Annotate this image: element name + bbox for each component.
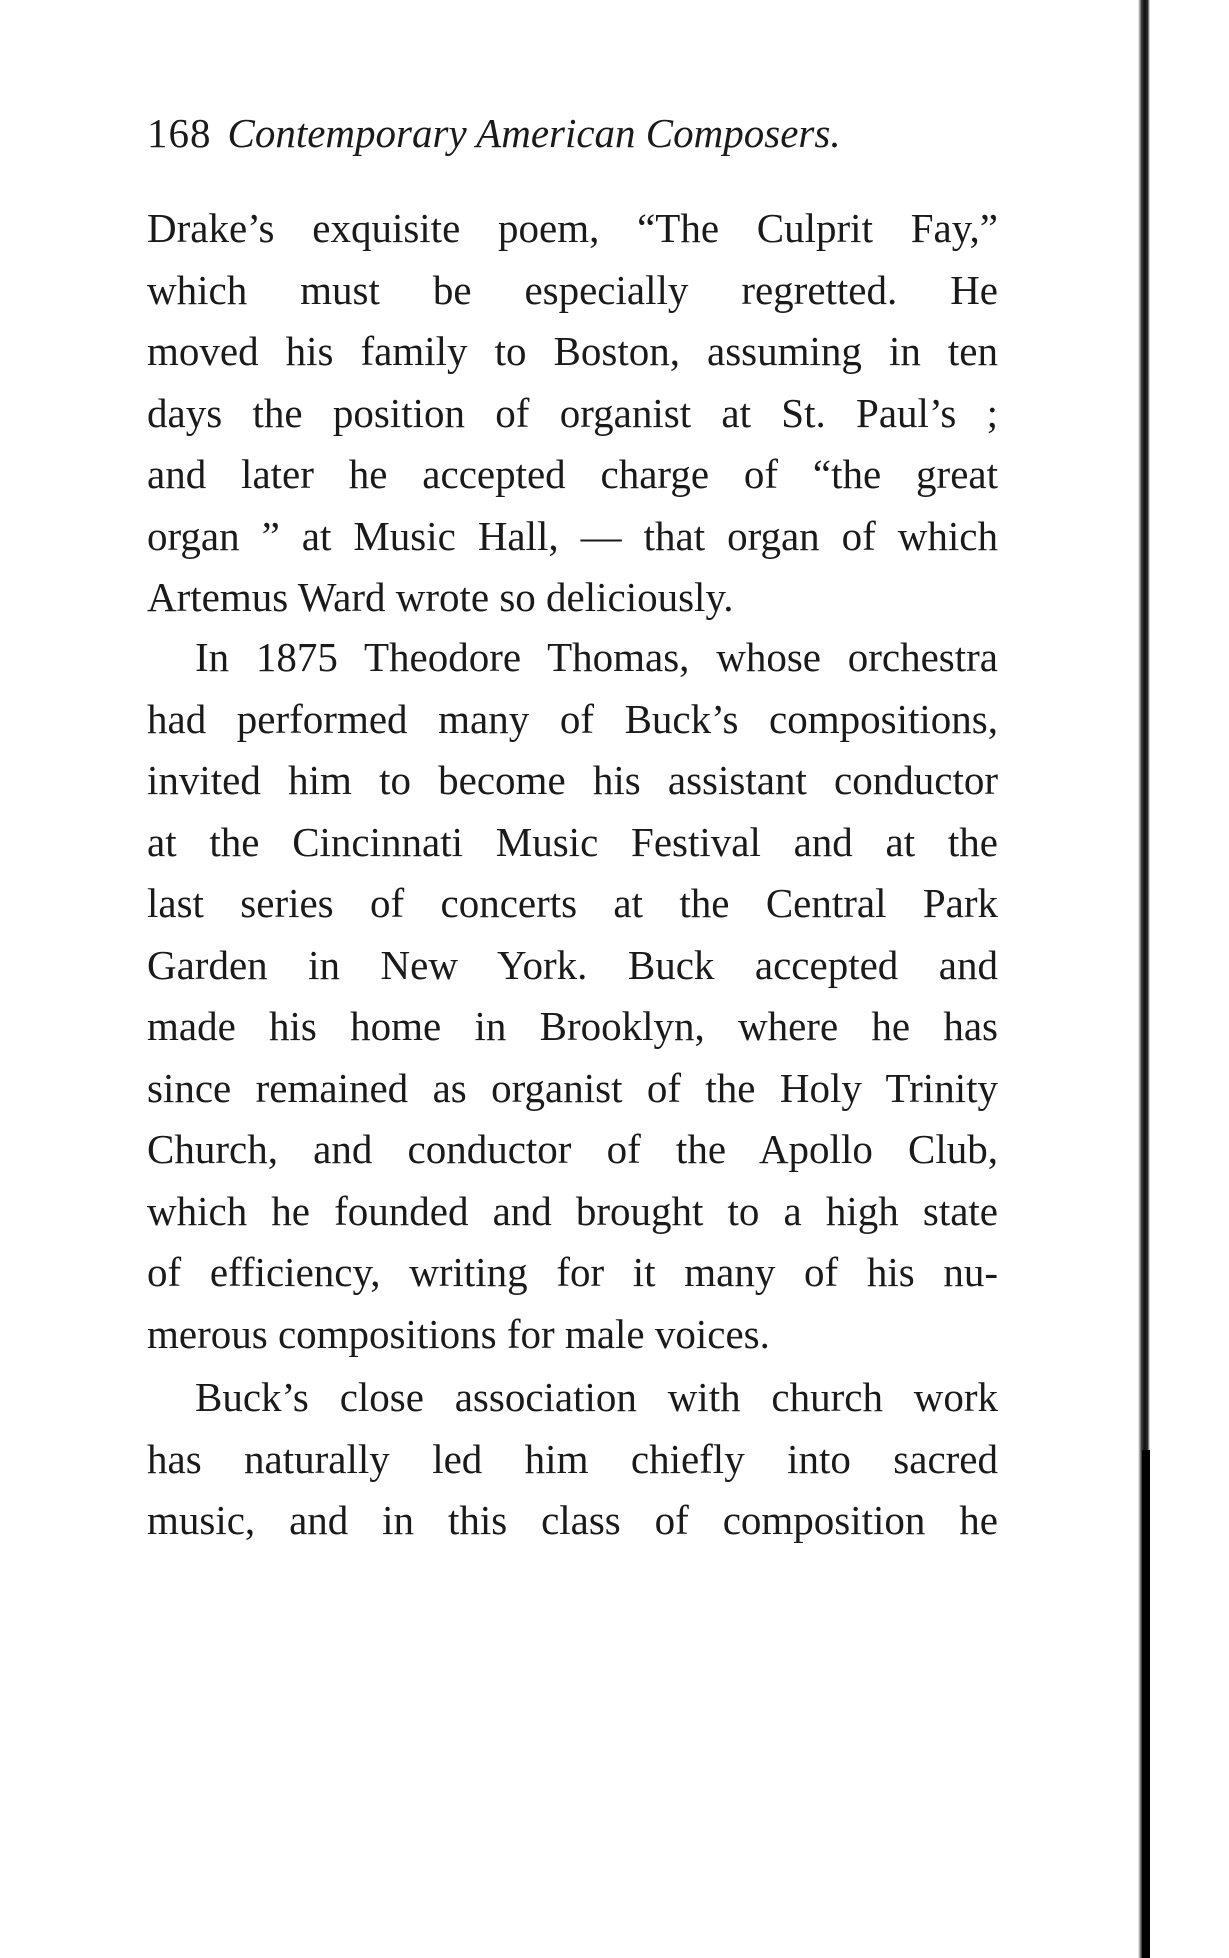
text-line: has naturally led him chiefly into sacred <box>147 1435 998 1482</box>
text-line: had performed many of Buck’s compositions, <box>147 695 998 742</box>
text-line: moved his family to Boston, assuming in ten <box>147 328 998 374</box>
text-line: organ ” at Music Hall, — that organ of which <box>147 512 998 559</box>
page-number: 168 <box>147 110 212 156</box>
text-line: of efficiency, writing for it many of his nu- <box>147 1249 998 1295</box>
running-header <box>147 103 841 163</box>
text-line: which he founded and brought to a high state <box>147 1187 998 1234</box>
text-line: Church, and conductor of the Apollo Club, <box>147 1126 998 1172</box>
paragraph-2 <box>147 627 998 1365</box>
text-line: last series of concerts at the Central Park <box>147 880 998 926</box>
text-line: Drake’s exquisite poem, “The Culprit Fay,” <box>147 205 998 251</box>
text-line: In 1875 Theodore Thomas, whose orchestra <box>195 634 998 680</box>
text-line: at the Cincinnati Music Festival and at the <box>147 818 998 865</box>
running-title: Contemporary American Composers. <box>227 110 841 156</box>
text-line: Artemus Ward wrote so deliciously. <box>147 574 734 620</box>
text-line: which must be especially regretted. He <box>147 266 998 313</box>
text-line: music, and in this class of composition he <box>147 1497 998 1543</box>
paragraph-3 <box>147 1367 998 1552</box>
text-line: merous compositions for male voices. <box>147 1310 770 1357</box>
text-line: since remained as organist of the Holy Trinity <box>147 1064 998 1111</box>
paragraph-1 <box>147 198 998 629</box>
text-line: made his home in Brooklyn, where he has <box>147 1003 998 1049</box>
text-line: Garden in New York. Buck accepted and <box>147 941 998 988</box>
page-binding-edge <box>1138 0 1150 1958</box>
text-line: invited him to become his assistant conductor <box>147 757 998 803</box>
text-line: Buck’s close association with church work <box>195 1374 998 1420</box>
text-line: days the position of organist at St. Paul’s ; <box>147 389 998 436</box>
text-line: and later he accepted charge of “the great <box>147 451 998 497</box>
